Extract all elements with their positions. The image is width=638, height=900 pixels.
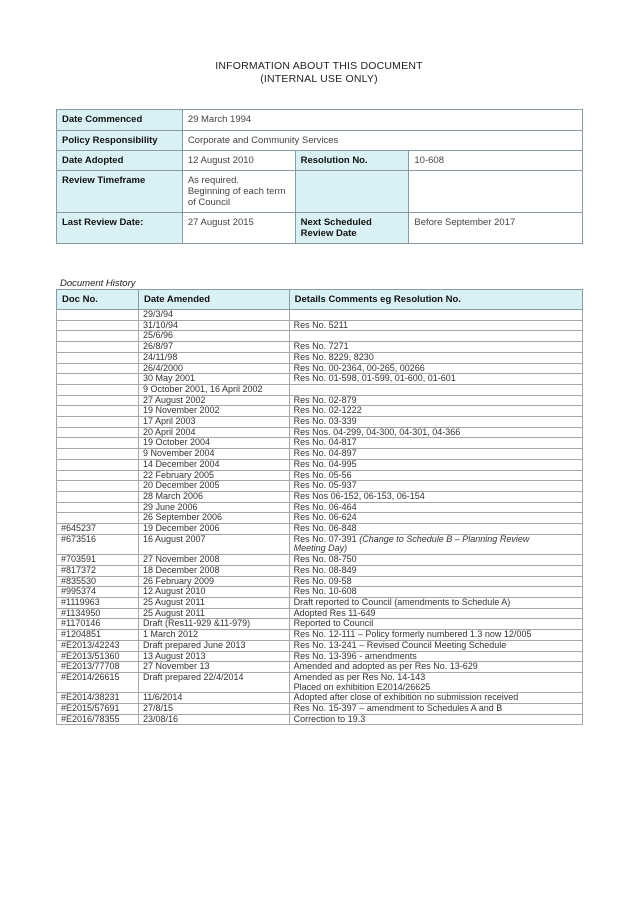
details-cell: [289, 555, 582, 566]
review-timeframe-line-2: Beginning of each term: [187, 186, 286, 197]
table-row: [57, 384, 583, 395]
date-amended-cell: 22 February 2005: [138, 470, 289, 481]
details-cell: [289, 693, 582, 704]
table-row: [57, 597, 583, 608]
details-text: Adopted after close of exhibition no submission received: [293, 692, 519, 703]
doc-no-cell: #E2015/57691: [57, 704, 139, 715]
document-title: [0, 60, 638, 86]
table-row: [57, 395, 583, 406]
doc-no-cell: #E2013/42243: [57, 640, 139, 651]
doc-no-cell: [57, 374, 139, 385]
details-cell: [289, 565, 582, 576]
table-row: [57, 576, 583, 587]
doc-no-cell: [57, 427, 139, 438]
date-amended-cell: 27 November 2008: [138, 555, 289, 566]
doc-no-cell: #645237: [57, 524, 139, 535]
doc-no-cell: [57, 331, 139, 342]
details-cell: [289, 491, 582, 502]
resolution-no-label: Resolution No.: [295, 151, 409, 171]
doc-no-cell: #1170146: [57, 619, 139, 630]
date-amended-cell: 20 April 2004: [138, 427, 289, 438]
table-row: [57, 608, 583, 619]
details-text: Res No. 06-848: [293, 523, 357, 534]
header-details: Details Comments eg Resolution No.: [289, 290, 582, 310]
table-row: [57, 352, 583, 363]
details-cell: [289, 310, 582, 321]
details-cell: [289, 417, 582, 428]
details-text: Res No. 08-849: [293, 564, 357, 575]
table-row: [57, 704, 583, 715]
table-row: [57, 363, 583, 374]
date-amended-cell: 9 October 2001, 16 April 2002: [138, 384, 289, 395]
details-cell: [289, 363, 582, 374]
details-text: Res No. 15-397 – amendment to Schedules A and B: [293, 703, 503, 714]
details-cell: [289, 384, 582, 395]
details-text-line-2: Placed on exhibition E2014/26625: [293, 681, 431, 692]
details-text: Res No. 06-624: [293, 512, 357, 523]
details-text: Res No. 09-58: [293, 575, 352, 586]
date-amended-cell: 26/8/97: [138, 342, 289, 353]
table-row: [57, 310, 583, 321]
details-text: Res No. 02-1222: [293, 405, 362, 416]
policy-responsibility-label: Policy Responsibility: [57, 131, 183, 151]
table-row: [57, 438, 583, 449]
date-amended-cell: Draft prepared 22/4/2014: [138, 672, 289, 692]
date-commenced-value: 29 March 1994: [182, 110, 582, 131]
last-review-value: 27 August 2015: [182, 213, 295, 244]
details-cell: [289, 342, 582, 353]
doc-no-cell: [57, 352, 139, 363]
table-row: [57, 481, 583, 492]
table-row: [57, 693, 583, 704]
details-cell: [289, 470, 582, 481]
date-amended-cell: 12 August 2010: [138, 587, 289, 598]
doc-no-cell: #E2014/38231: [57, 693, 139, 704]
table-row: [57, 714, 583, 725]
table-row: [57, 672, 583, 692]
doc-no-cell: #673516: [57, 534, 139, 554]
header-doc-no: Doc No.: [57, 290, 139, 310]
details-cell: [289, 608, 582, 619]
doc-no-cell: #E2013/51360: [57, 651, 139, 662]
doc-no-cell: [57, 363, 139, 374]
date-amended-cell: 19 December 2006: [138, 524, 289, 535]
doc-no-cell: [57, 395, 139, 406]
date-amended-cell: 28 March 2006: [138, 491, 289, 502]
details-cell: [289, 651, 582, 662]
date-amended-cell: 16 August 2007: [138, 534, 289, 554]
details-cell: [289, 524, 582, 535]
policy-responsibility-value: Corporate and Community Services: [182, 131, 582, 151]
details-cell: [289, 513, 582, 524]
table-row: [57, 565, 583, 576]
date-amended-cell: 27 November 13: [138, 662, 289, 673]
table-row: [57, 630, 583, 641]
table-row: [57, 587, 583, 598]
doc-no-cell: #1204851: [57, 630, 139, 641]
details-cell: [289, 395, 582, 406]
date-amended-cell: 25/6/96: [138, 331, 289, 342]
doc-no-cell: #E2013/77708: [57, 662, 139, 673]
details-cell: [289, 662, 582, 673]
table-row: [57, 449, 583, 460]
doc-no-cell: #E2014/26615: [57, 672, 139, 692]
details-cell: [289, 427, 582, 438]
doc-no-cell: [57, 481, 139, 492]
details-cell: [289, 630, 582, 641]
details-note: (Change to Schedule B – Planning Review: [359, 533, 530, 544]
details-text: Res No. 02-879: [293, 394, 357, 405]
details-cell: [289, 672, 582, 692]
details-text: Res No. 12-111 – Policy formerly numbered 1.3 now 12/005: [293, 629, 532, 640]
document-history-caption: Document History: [60, 278, 136, 289]
table-row: [57, 651, 583, 662]
date-amended-cell: 30 May 2001: [138, 374, 289, 385]
details-cell: [289, 331, 582, 342]
table-row: [57, 524, 583, 535]
details-cell: [289, 587, 582, 598]
details-cell: [289, 619, 582, 630]
details-text: Res Nos 06-152, 06-153, 06-154: [293, 490, 425, 501]
date-amended-cell: 24/11/98: [138, 352, 289, 363]
doc-no-cell: [57, 417, 139, 428]
doc-no-cell: [57, 438, 139, 449]
title-line-2: (INTERNAL USE ONLY): [260, 73, 378, 85]
doc-no-cell: [57, 491, 139, 502]
doc-no-cell: [57, 470, 139, 481]
details-cell: [289, 459, 582, 470]
table-row: [57, 619, 583, 630]
table-row: [57, 513, 583, 524]
doc-no-cell: [57, 320, 139, 331]
doc-no-cell: #995374: [57, 587, 139, 598]
date-amended-cell: 13 August 2013: [138, 651, 289, 662]
table-row: [57, 427, 583, 438]
next-review-value: Before September 2017: [409, 213, 583, 244]
date-amended-cell: 17 April 2003: [138, 417, 289, 428]
review-timeframe-value: [182, 171, 295, 213]
review-timeframe-label: Review Timeframe: [57, 171, 183, 213]
next-review-label-line-1: Next Scheduled: [300, 217, 372, 228]
review-timeframe-line-3: of Council: [187, 197, 231, 208]
details-cell: [289, 320, 582, 331]
date-amended-cell: 25 August 2011: [138, 597, 289, 608]
doc-no-cell: [57, 406, 139, 417]
date-amended-cell: 26 September 2006: [138, 513, 289, 524]
details-cell: [289, 406, 582, 417]
table-row: [57, 534, 583, 554]
table-row: [57, 470, 583, 481]
details-cell: [289, 704, 582, 715]
table-row: [57, 555, 583, 566]
doc-no-cell: #703591: [57, 555, 139, 566]
table-row: [57, 640, 583, 651]
details-text: Res No. 01-598, 01-599, 01-600, 01-601: [293, 373, 456, 384]
details-text: Res No. 13-396 - amendments: [293, 650, 417, 661]
details-text: Res No. 03-339: [293, 416, 357, 427]
date-amended-cell: 27/8/15: [138, 704, 289, 715]
doc-no-cell: [57, 310, 139, 321]
doc-no-cell: [57, 459, 139, 470]
document-history-table: [56, 289, 583, 725]
next-review-label-line-2: Review Date: [300, 228, 357, 239]
date-amended-cell: 29/3/94: [138, 310, 289, 321]
details-text: Res No. 7271: [293, 341, 349, 352]
table-row: [57, 331, 583, 342]
date-amended-cell: Draft (Res11-929 &11-979): [138, 619, 289, 630]
last-review-label: Last Review Date:: [57, 213, 183, 244]
details-text: Res No. 13-241 – Revised Council Meeting Schedule: [293, 639, 507, 650]
date-adopted-label: Date Adopted: [57, 151, 183, 171]
doc-no-cell: #835530: [57, 576, 139, 587]
details-text: Correction to 19.3: [293, 713, 366, 724]
details-text: Res No. 07-391: [293, 533, 357, 544]
details-text: Res No. 08-750: [293, 554, 357, 565]
details-text: Res No. 8229, 8230: [293, 351, 374, 362]
doc-no-cell: [57, 342, 139, 353]
doc-no-cell: [57, 449, 139, 460]
details-text: Res No. 10-608: [293, 586, 357, 597]
empty-value-cell: [409, 171, 583, 213]
details-cell: [289, 502, 582, 513]
date-amended-cell: 26 February 2009: [138, 576, 289, 587]
date-amended-cell: 27 August 2002: [138, 395, 289, 406]
resolution-no-value: 10-608: [409, 151, 583, 171]
date-amended-cell: 18 December 2008: [138, 565, 289, 576]
details-text: Res No. 04-995: [293, 458, 357, 469]
document-info-table: [56, 109, 583, 244]
table-row: [57, 662, 583, 673]
date-amended-cell: 26/4/2000: [138, 363, 289, 374]
date-amended-cell: 9 November 2004: [138, 449, 289, 460]
details-text: Res No. 06-464: [293, 501, 357, 512]
doc-no-cell: #E2016/78355: [57, 714, 139, 725]
details-text: Res No. 5211: [293, 319, 349, 330]
next-review-label: [295, 213, 409, 244]
details-text: Res Nos. 04-299, 04-300, 04-301, 04-366: [293, 426, 461, 437]
date-amended-cell: 19 October 2004: [138, 438, 289, 449]
details-cell: [289, 438, 582, 449]
details-text: Amended and adopted as per Res No. 13-629: [293, 661, 478, 672]
date-amended-cell: 25 August 2011: [138, 608, 289, 619]
details-text: Res No. 05-56: [293, 469, 352, 480]
table-row: [57, 406, 583, 417]
details-cell: [289, 597, 582, 608]
details-text: Res No. 00-2364, 00-265, 00266: [293, 362, 425, 373]
details-text: Res No. 04-817: [293, 437, 357, 448]
doc-no-cell: [57, 502, 139, 513]
doc-no-cell: #1119963: [57, 597, 139, 608]
date-amended-cell: 14 December 2004: [138, 459, 289, 470]
details-cell: [289, 640, 582, 651]
details-text: Draft reported to Council (amendments to Schedule A): [293, 596, 511, 607]
date-amended-cell: 1 March 2012: [138, 630, 289, 641]
table-row: [57, 459, 583, 470]
date-amended-cell: Draft prepared June 2013: [138, 640, 289, 651]
date-amended-cell: 29 June 2006: [138, 502, 289, 513]
history-rows: [57, 310, 583, 725]
date-commenced-label: Date Commenced: [57, 110, 183, 131]
table-row: [57, 502, 583, 513]
details-text: Res No. 05-937: [293, 480, 357, 491]
date-amended-cell: 23/08/16: [138, 714, 289, 725]
details-cell: [289, 534, 582, 554]
table-row: [57, 491, 583, 502]
details-text: Reported to Council: [293, 618, 374, 629]
date-amended-cell: 19 November 2002: [138, 406, 289, 417]
title-line-1: INFORMATION ABOUT THIS DOCUMENT: [215, 60, 423, 72]
table-row: [57, 320, 583, 331]
details-cell: [289, 714, 582, 725]
details-cell: [289, 374, 582, 385]
table-row: [57, 342, 583, 353]
header-date-amended: Date Amended: [138, 290, 289, 310]
date-adopted-value: 12 August 2010: [182, 151, 295, 171]
empty-header-cell: [295, 171, 409, 213]
doc-no-cell: #1134950: [57, 608, 139, 619]
date-amended-cell: 31/10/94: [138, 320, 289, 331]
review-timeframe-line-1: As required.: [187, 175, 240, 186]
date-amended-cell: 20 December 2005: [138, 481, 289, 492]
details-note-line-2: Meeting Day): [293, 543, 348, 554]
details-text: Amended as per Res No. 14-143: [293, 671, 426, 682]
table-row: [57, 374, 583, 385]
doc-no-cell: [57, 384, 139, 395]
doc-no-cell: [57, 513, 139, 524]
details-cell: [289, 576, 582, 587]
table-row: [57, 417, 583, 428]
details-cell: [289, 449, 582, 460]
doc-no-cell: #817372: [57, 565, 139, 576]
details-cell: [289, 352, 582, 363]
details-cell: [289, 481, 582, 492]
details-text: Res No. 04-897: [293, 448, 357, 459]
date-amended-cell: 11/6/2014: [138, 693, 289, 704]
details-text: Adopted Res 11-649: [293, 607, 376, 618]
